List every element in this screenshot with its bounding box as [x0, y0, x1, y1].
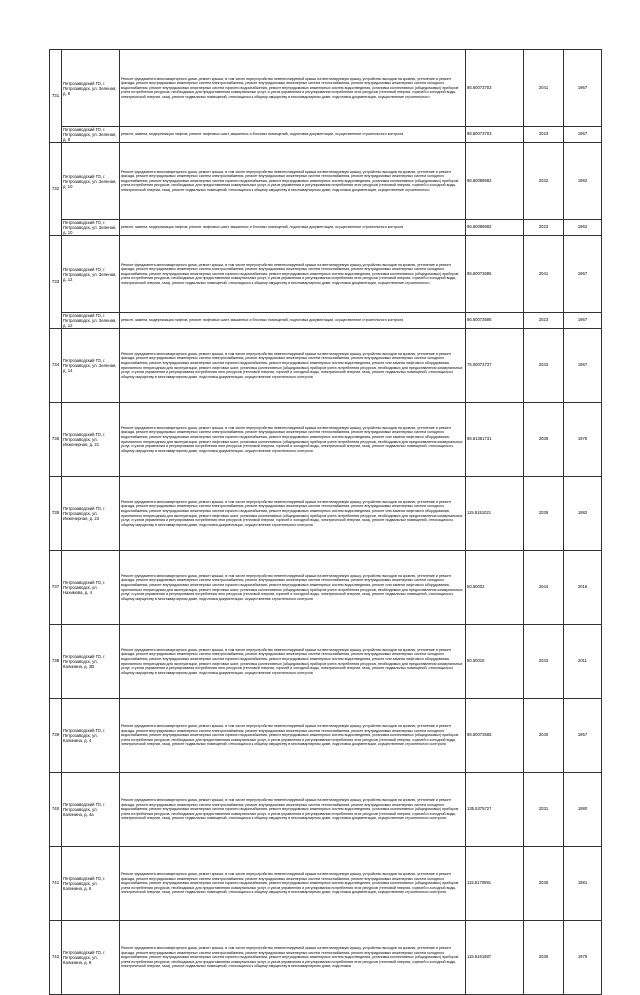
address-cell: Петрозаводский ГО, г. Петрозаводск, ул. Зеленая, д. 12 — [62, 313, 120, 329]
table-row — [50, 329, 602, 403]
code-cell: 86.60088682 — [466, 143, 524, 220]
address-cell: Петрозаводский ГО, г. Петрозаводск, ул. Нахимова, д. 4 — [62, 551, 120, 625]
address-cell: Петрозаводский ГО, г. Петрозаводск, ул. Инженерная, д. 21 — [62, 403, 120, 477]
document-page — [49, 49, 601, 995]
built-year-cell: 1980 — [564, 773, 602, 847]
work-types-cell: Ремонт фундамента многоквартирного дома, ремонт крыши, в том числе переустройство невентилируемой крыши на вентилируемую крышу, устройство выходов на кровлю, утепление и ремонт фасада, ремонт внутридомовых инженерных систем электроснабжения, ремонт внутридомовых инженерных систем теплоснабжения, ремонт внутридомовых инженерных систем холодного водоснабжения, ремонт внутридомовых инженерных систем горячего водоснабжения, ремонт внутридомовых инженерных систем водоотведения, установка коллективных (общедомовых) приборов учета потребления ресурсов, необходимых для предоставления коммунальных услуг, и узлов управления и регулирования потребления этих ресурсов (тепловой энергии, горячей и холодной воды, электрической энергии, газа), ремонт подвальных помещений, относящихся к общему имуществу в многоквартирном доме, подготовка документации, осуществление строительного — [120, 236, 466, 313]
planned-year-cell: 2035 — [524, 847, 564, 921]
work-types-cell: ремонт, замена, модернизация лифтов, ремонт лифтовых шахт, машинных и блочных помещений, подготовка документации, осуществление строительного контроля — [120, 127, 466, 143]
code-cell: 115.5170891 — [466, 847, 524, 921]
address-cell: Петрозаводский ГО, г. Петрозаводск, ул. Инженерная, д. 23 — [62, 477, 120, 551]
row-number: 734 — [50, 329, 62, 403]
work-types-cell: Ремонт фундамента многоквартирного дома, ремонт крыши, в том числе переустройство невентилируемой крыши на вентилируемую крышу, устройство выходов на кровлю, утепление и ремонт фасада, ремонт внутридомовых инженерных систем электроснабжения, ремонт внутридомовых инженерных систем теплоснабжения, ремонт внутридомовых инженерных систем холодного водоснабжения, ремонт внутридомовых инженерных систем горячего водоснабжения, ремонт внутридомовых инженерных систем водоотведения, установка коллективных (общедомовых) приборов учета потребления ресурсов, необходимых для предоставления коммунальных услуг, и узлов управления и регулирования потребления этих ресурсов (тепловой энергии, горячей и холодной воды, электрической энергии, газа), ремонт подвальных помещений, относящихся к общему имуществу в многоквартирном доме, подготовка документации, осуществление строительного — [120, 50, 466, 127]
planned-year-cell: 2043 — [524, 329, 564, 403]
built-year-cell: 1979 — [564, 403, 602, 477]
table-row — [50, 847, 602, 921]
table-row — [50, 403, 602, 477]
address-cell: Петрозаводский ГО, г. Петрозаводск, ул. Зеленая, д. 10 — [62, 143, 120, 220]
table-row — [50, 236, 602, 313]
planned-year-cell: 2042 — [524, 143, 564, 220]
table-row — [50, 313, 602, 329]
work-types-cell: Ремонт фундамента многоквартирного дома, ремонт крыши, в том числе переустройство невентилируемой крыши на вентилируемую крышу, устройство выходов на кровлю, утепление и ремонт фасада, ремонт внутридомовых инженерных систем электроснабжения, ремонт внутридомовых инженерных систем теплоснабжения, ремонт внутридомовых инженерных систем холодного водоснабжения, ремонт внутридомовых инженерных систем горячего водоснабжения, ремонт внутридомовых инженерных систем водоотведения, ремонт или замена лифтового оборудования, признанного непригодным для эксплуатации, ремонт лифтовых шахт, установка коллективных (общедомовых) приборов учета потребления ресурсов, необходимых для предоставления коммунальных услуг, и узлов управления и регулирования потребления этих ресурсов (тепловой энергии, горячей и холодной воды, электрической энергии, газа), ремонт подвальных помещений, относящихся к общему имуществу в многоквартирном доме, подготовка документации, осуществление строительного контроля — [120, 477, 466, 551]
address-cell: Петрозаводский ГО, г. Петрозаводск, ул. Калинина, д. 4а — [62, 773, 120, 847]
planned-year-cell: 2036 — [524, 921, 564, 995]
built-year-cell: 1957 — [564, 699, 602, 773]
planned-year-cell: 2031 — [524, 773, 564, 847]
table-row — [50, 551, 602, 625]
work-types-cell: ремонт, замена, модернизация лифтов, ремонт лифтовых шахт, машинных и блочных помещений, подготовка документации, осуществление строительного контроля — [120, 313, 466, 329]
code-cell: 86.60073703 — [466, 50, 524, 127]
address-cell: Петрозаводский ГО, г. Петрозаводск, ул. Зеленая, д. 8 — [62, 127, 120, 143]
code-cell: 115.5161687 — [466, 921, 524, 995]
code-cell: 75.00073737 — [466, 329, 524, 403]
row-number: 737 — [50, 551, 62, 625]
work-types-cell: Ремонт фундамента многоквартирного дома, ремонт крыши, в том числе переустройство невентилируемой крыши на вентилируемую крышу, устройство выходов на кровлю, утепление и ремонт фасада, ремонт внутридомовых инженерных систем электроснабжения, ремонт внутридомовых инженерных систем теплоснабжения, ремонт внутридомовых инженерных систем холодного водоснабжения, ремонт внутридомовых инженерных систем горячего водоснабжения, ремонт внутридомовых инженерных систем водоотведения, установка коллективных (общедомовых) приборов учета потребления ресурсов, необходимых для предоставления коммунальных услуг, и узлов управления и регулирования потребления этих ресурсов (тепловой энергии, горячей и холодной воды, электрической энергии, газа), ремонт подвальных помещений, относящихся к общему имуществу в многоквартирном доме, подготовка документации, осуществление строительного контроля — [120, 699, 466, 773]
row-number: 736 — [50, 403, 62, 477]
address-cell: Петрозаводский ГО, г. Петрозаводск, ул. Калинина, д. 8 — [62, 921, 120, 995]
planned-year-cell: 2023 — [524, 127, 564, 143]
code-cell: 115.5151021 — [466, 477, 524, 551]
table-row — [50, 625, 602, 699]
address-cell: Петрозаводский ГО, г. Петрозаводск, ул. Калинина, д. 6 — [62, 847, 120, 921]
table-row — [50, 773, 602, 847]
work-types-cell: Ремонт фундамента многоквартирного дома, ремонт крыши, в том числе переустройство невентилируемой крыши на вентилируемую крышу, устройство выходов на кровлю, утепление и ремонт фасада, ремонт внутридомовых инженерных систем электроснабжения, ремонт внутридомовых инженерных систем теплоснабжения, ремонт внутридомовых инженерных систем холодного водоснабжения, ремонт внутридомовых инженерных систем горячего водоснабжения, ремонт внутридомовых инженерных систем водоотведения, установка коллективных (общедомовых) приборов учета потребления ресурсов, необходимых для предоставления коммунальных услуг, и узлов управления и регулирования потребления этих ресурсов (тепловой энергии, горячей и холодной воды, электрической энергии, газа), ремонт подвальных помещений, относящихся к общему имуществу в многоквартирном доме, подготовка документации, осуществление строительного контроля — [120, 773, 466, 847]
address-cell: Петрозаводский ГО, г. Петрозаводск, ул. Зеленая, д. 12 — [62, 236, 120, 313]
planned-year-cell: 2043 — [524, 625, 564, 699]
row-number: 739 — [50, 699, 62, 773]
work-types-cell: Ремонт фундамента многоквартирного дома, ремонт крыши, в том числе переустройство невентилируемой крыши на вентилируемую крышу, устройство выходов на кровлю, утепление и ремонт фасада, ремонт внутридомовых инженерных систем электроснабжения, ремонт внутридомовых инженерных систем теплоснабжения, ремонт внутридомовых инженерных систем холодного водоснабжения, ремонт внутридомовых инженерных систем горячего водоснабжения, ремонт внутридомовых инженерных систем водоотведения, ремонт или замена лифтового оборудования, признанного непригодным для эксплуатации, ремонт лифтовых шахт, установка коллективных (общедомовых) приборов учета потребления ресурсов, необходимых для предоставления коммунальных услуг, и узлов управления и регулирования потребления этих ресурсов (тепловой энергии, горячей и холодной воды, электрической энергии, газа), ремонт подвальных помещений, относящихся к общему имуществу в многоквартирном доме, подготовка документации, осуществление строительного контроля — [120, 329, 466, 403]
row-number: 740 — [50, 773, 62, 847]
table-row — [50, 921, 602, 995]
work-types-cell: Ремонт фундамента многоквартирного дома, ремонт крыши, в том числе переустройство невентилируемой крыши на вентилируемую крышу, устройство выходов на кровлю, утепление и ремонт фасада, ремонт внутридомовых инженерных систем электроснабжения, ремонт внутридомовых инженерных систем теплоснабжения, ремонт внутридомовых инженерных систем холодного водоснабжения, ремонт внутридомовых инженерных систем горячего водоснабжения, ремонт внутридомовых инженерных систем водоотведения, ремонт или замена лифтового оборудования, признанного непригодным для эксплуатации, ремонт лифтовых шахт, установка коллективных (общедомовых) приборов учета потребления ресурсов, необходимых для предоставления коммунальных услуг, и узлов управления и регулирования потребления этих ресурсов (тепловой энергии, горячей и холодной воды, электрической энергии, газа), ремонт подвальных помещений, относящихся к общему имуществу в многоквартирном доме, подготовка документации, осуществление строительного контроля — [120, 403, 466, 477]
planned-year-cell: 2040 — [524, 699, 564, 773]
built-year-cell: 1967 — [564, 329, 602, 403]
row-number: 741 — [50, 847, 62, 921]
address-cell: Петрозаводский ГО, г. Петрозаводск, ул. Зеленая, д. 8 — [62, 50, 120, 127]
built-year-cell: 1982 — [564, 477, 602, 551]
code-cell: 86.60073695 — [466, 236, 524, 313]
code-cell: 86.60073695 — [466, 313, 524, 329]
built-year-cell: 1962 — [564, 220, 602, 236]
row-number: 733 — [50, 236, 62, 329]
table-row — [50, 50, 602, 127]
work-types-cell: Ремонт фундамента многоквартирного дома, ремонт крыши, в том числе переустройство невентилируемой крыши на вентилируемую крышу, устройство выходов на кровлю, утепление и ремонт фасада, ремонт внутридомовых инженерных систем электроснабжения, ремонт внутридомовых инженерных систем теплоснабжения, ремонт внутридомовых инженерных систем холодного водоснабжения, ремонт внутридомовых инженерных систем горячего водоснабжения, ремонт внутридомовых инженерных систем водоотведения, установка коллективных (общедомовых) приборов учета потребления ресурсов, необходимых для предоставления коммунальных услуг, и узлов управления и регулирования потребления этих ресурсов (тепловой энергии, горячей и холодной воды, электрической энергии, газа), ремонт подвальных помещений, относящихся к общему имуществу в многоквартирном доме, подготовка — [120, 921, 466, 995]
planned-year-cell: 2041 — [524, 236, 564, 313]
row-number: 738 — [50, 625, 62, 699]
row-number: 735 — [50, 477, 62, 551]
code-cell: 50.50015 — [466, 625, 524, 699]
program-table — [49, 49, 602, 995]
table-row — [50, 699, 602, 773]
work-types-cell: Ремонт фундамента многоквартирного дома, ремонт крыши, в том числе переустройство невентилируемой крыши на вентилируемую крышу, устройство выходов на кровлю, утепление и ремонт фасада, ремонт внутридомовых инженерных систем электроснабжения, ремонт внутридомовых инженерных систем теплоснабжения, ремонт внутридомовых инженерных систем холодного водоснабжения, ремонт внутридомовых инженерных систем горячего водоснабжения, ремонт внутридомовых инженерных систем водоотведения, ремонт или замена лифтового оборудования, признанного непригодным для эксплуатации, ремонт лифтовых шахт, установка коллективных (общедомовых) приборов учета потребления ресурсов, необходимых для предоставления коммунальных услуг, и узлов управления и регулирования потребления этих ресурсов (тепловой энергии, горячей и холодной воды, электрической энергии, газа), ремонт подвальных помещений, относящихся к общему имуществу в многоквартирном доме, подготовка документации, осуществление строительного контроля — [120, 625, 466, 699]
address-cell: Петрозаводский ГО, г. Петрозаводск, ул. Калинина, д. 4 — [62, 699, 120, 773]
row-number: 732 — [50, 143, 62, 236]
built-year-cell: 1967 — [564, 236, 602, 313]
address-cell: Петрозаводский ГО, г. Петрозаводск, ул. Калинина, д. 2В — [62, 625, 120, 699]
table-row — [50, 477, 602, 551]
built-year-cell: 1967 — [564, 127, 602, 143]
work-types-cell: Ремонт фундамента многоквартирного дома, ремонт крыши, в том числе переустройство невентилируемой крыши на вентилируемую крышу, устройство выходов на кровлю, утепление и ремонт фасада, ремонт внутридомовых инженерных систем электроснабжения, ремонт внутридомовых инженерных систем теплоснабжения, ремонт внутридомовых инженерных систем холодного водоснабжения, ремонт внутридомовых инженерных систем горячего водоснабжения, ремонт внутридомовых инженерных систем водоотведения, ремонт или замена лифтового оборудования, признанного непригодным для эксплуатации, ремонт лифтовых шахт, установка коллективных (общедомовых) приборов учета потребления ресурсов, необходимых для предоставления коммунальных услуг, и узлов управления и регулирования потребления этих ресурсов (тепловой энергии, горячей и холодной воды, электрической энергии, газа), ремонт подвальных помещений, относящихся к общему имуществу в многоквартирном доме, подготовка документации, осуществление строительного контроля — [120, 551, 466, 625]
work-types-cell: ремонт, замена, модернизация лифтов, ремонт лифтовых шахт, машинных и блочных помещений, подготовка документации, осуществление строительного контроля — [120, 220, 466, 236]
planned-year-cell: 2039 — [524, 403, 564, 477]
work-types-cell: Ремонт фундамента многоквартирного дома, ремонт крыши, в том числе переустройство невентилируемой крыши на вентилируемую крышу, устройство выходов на кровлю, утепление и ремонт фасада, ремонт внутридомовых инженерных систем электроснабжения, ремонт внутридомовых инженерных систем теплоснабжения, ремонт внутридомовых инженерных систем холодного водоснабжения, ремонт внутридомовых инженерных систем горячего водоснабжения, ремонт внутридомовых инженерных систем водоотведения, установка коллективных (общедомовых) приборов учета потребления ресурсов, необходимых для предоставления коммунальных услуг, и узлов управления и регулирования потребления этих ресурсов (тепловой энергии, горячей и холодной воды, электрической энергии, газа), ремонт подвальных помещений, относящихся к общему имуществу в многоквартирном доме, подготовка документации, осуществление строительного — [120, 143, 466, 220]
planned-year-cell: 2023 — [524, 313, 564, 329]
planned-year-cell: 2044 — [524, 551, 564, 625]
address-cell: Петрозаводский ГО, г. Петрозаводск, ул. Зеленая, д. 10 — [62, 220, 120, 236]
built-year-cell: 1979 — [564, 921, 602, 995]
built-year-cell: 1967 — [564, 50, 602, 127]
table-row — [50, 127, 602, 143]
row-number: 731 — [50, 50, 62, 143]
built-year-cell: 1962 — [564, 143, 602, 220]
built-year-cell: 2011 — [564, 625, 602, 699]
built-year-cell: 1981 — [564, 847, 602, 921]
table-row — [50, 143, 602, 220]
program-table-body — [50, 50, 602, 995]
code-cell: 86.60088682 — [466, 220, 524, 236]
planned-year-cell: 2041 — [524, 50, 564, 127]
work-types-cell: Ремонт фундамента многоквартирного дома, ремонт крыши, в том числе переустройство невентилируемой крыши на вентилируемую крышу, устройство выходов на кровлю, утепление и ремонт фасада, ремонт внутридомовых инженерных систем электроснабжения, ремонт внутридомовых инженерных систем теплоснабжения, ремонт внутридомовых инженерных систем холодного водоснабжения, ремонт внутридомовых инженерных систем горячего водоснабжения, ремонт внутридомовых инженерных систем водоотведения, установка коллективных (общедомовых) приборов учета потребления ресурсов, необходимых для предоставления коммунальных услуг, и узлов управления и регулирования потребления этих ресурсов (тепловой энергии, горячей и холодной воды, электрической энергии, газа), ремонт подвальных помещений, относящихся к общему имуществу в многоквартирном доме, подготовка документации, осуществление строительного контроля — [120, 847, 466, 921]
row-number: 742 — [50, 921, 62, 995]
planned-year-cell: 2039 — [524, 477, 564, 551]
code-cell: 86.61361731 — [466, 403, 524, 477]
code-cell: 86.60073565 — [466, 699, 524, 773]
code-cell: 50.50002 — [466, 551, 524, 625]
address-cell: Петрозаводский ГО, г. Петрозаводск, ул. Зеленая, д. 14 — [62, 329, 120, 403]
planned-year-cell: 2023 — [524, 220, 564, 236]
built-year-cell: 2016 — [564, 551, 602, 625]
table-row — [50, 220, 602, 236]
code-cell: 86.60073703 — [466, 127, 524, 143]
code-cell: 135.5375727 — [466, 773, 524, 847]
built-year-cell: 1967 — [564, 313, 602, 329]
